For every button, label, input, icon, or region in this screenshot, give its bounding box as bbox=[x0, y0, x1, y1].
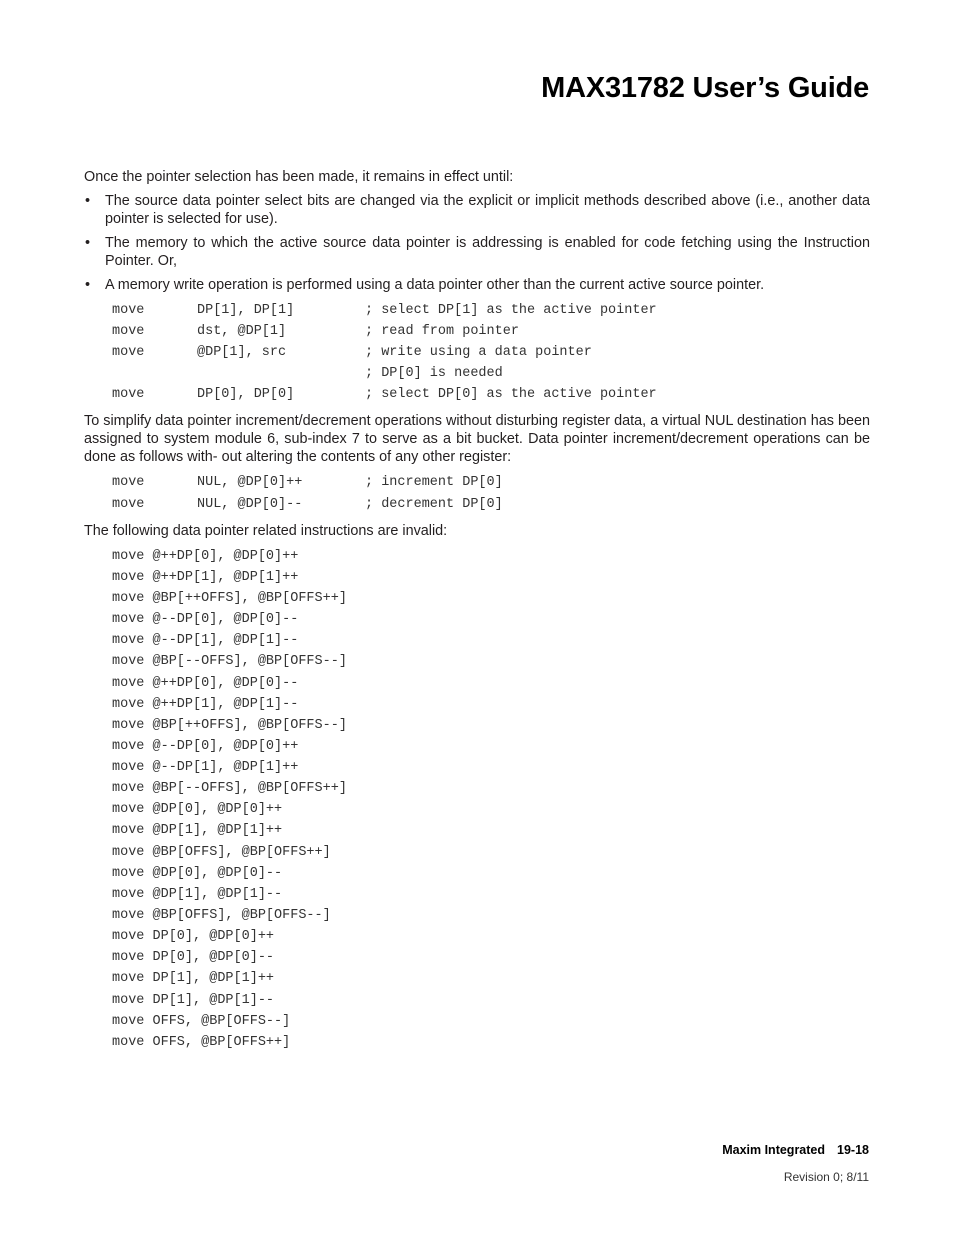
code-operands: dst, @DP[1] bbox=[197, 324, 287, 340]
code-line: move OFFS, @BP[OFFS--] bbox=[112, 1013, 291, 1029]
code-line: move @DP[0], @DP[0]-- bbox=[112, 865, 283, 881]
code-line: move @BP[OFFS], @BP[OFFS++] bbox=[112, 844, 331, 860]
code-line: move @--DP[0], @DP[0]-- bbox=[112, 612, 299, 628]
code-line: move @BP[++OFFS], @BP[OFFS--] bbox=[112, 717, 347, 733]
code-line: move DP[0], @DP[0]++ bbox=[112, 929, 275, 945]
list-item-text: The memory to which the active source data pointer is addressing is enabled for code fetching using the Instruction Pointer. Or, bbox=[105, 235, 870, 269]
code-line bbox=[112, 472, 870, 493]
bullet-icon: • bbox=[85, 193, 91, 209]
code-line bbox=[112, 363, 870, 384]
code-comment: ; select DP[0] as the active pointer bbox=[365, 387, 657, 403]
code-line: move DP[1], @DP[1]-- bbox=[112, 992, 275, 1008]
bullet-icon: • bbox=[85, 277, 91, 293]
code-block-increment bbox=[112, 472, 870, 514]
code-line: move @BP[OFFS], @BP[OFFS--] bbox=[112, 908, 331, 924]
code-comment: ; write using a data pointer bbox=[365, 345, 592, 361]
code-line: move @++DP[1], @DP[1]-- bbox=[112, 696, 299, 712]
code-line bbox=[112, 342, 870, 363]
code-block-select-pointer bbox=[112, 300, 870, 405]
list-item-text: A memory write operation is performed using a data pointer other than the current active source pointer. bbox=[105, 277, 765, 293]
code-comment: ; decrement DP[0] bbox=[365, 496, 503, 512]
code-operands: DP[0], DP[0] bbox=[197, 387, 295, 403]
code-operands: DP[1], DP[1] bbox=[197, 303, 295, 318]
page-footer bbox=[722, 1143, 869, 1157]
company-name: Maxim Integrated bbox=[722, 1143, 826, 1157]
bullet-icon: • bbox=[85, 235, 91, 251]
code-line: move @--DP[0], @DP[0]++ bbox=[112, 738, 299, 754]
code-opcode: move bbox=[112, 345, 145, 361]
code-line: move @BP[++OFFS], @BP[OFFS++] bbox=[112, 590, 347, 606]
invalid-instructions-intro: The following data pointer related instructions are invalid: bbox=[84, 522, 448, 539]
condition-list bbox=[84, 192, 870, 294]
nul-destination-paragraph: To simplify data pointer increment/decrement operations without disturbing register data, a virtual NUL destination has been assigned to system module 6, sub-index 7 to serve as a bit bucket. Data pointer increment/decrement operations can be done as follows with- out altering the contents of any other register: bbox=[84, 413, 870, 466]
code-line: move @DP[0], @DP[0]++ bbox=[112, 802, 283, 818]
intro-paragraph: Once the pointer selection has been made, it remains in effect until: bbox=[84, 169, 514, 185]
code-line: move @DP[1], @DP[1]++ bbox=[112, 823, 283, 839]
code-opcode: move bbox=[112, 496, 145, 512]
code-line: move @--DP[1], @DP[1]++ bbox=[112, 760, 299, 776]
code-line: move @BP[--OFFS], @BP[OFFS--] bbox=[112, 654, 347, 670]
code-line: move @++DP[0], @DP[0]++ bbox=[112, 548, 299, 564]
code-line: move @--DP[1], @DP[1]-- bbox=[112, 633, 299, 649]
page-content bbox=[84, 168, 870, 1053]
code-opcode: move bbox=[112, 303, 145, 318]
code-operands: @DP[1], src bbox=[197, 345, 287, 361]
code-operands: NUL, @DP[0]++ bbox=[197, 475, 303, 491]
list-item bbox=[84, 276, 870, 294]
code-line bbox=[112, 494, 870, 515]
code-line: move DP[1], @DP[1]++ bbox=[112, 971, 275, 987]
code-comment: ; increment DP[0] bbox=[365, 475, 503, 491]
code-opcode bbox=[112, 363, 197, 384]
code-opcode: move bbox=[112, 324, 145, 340]
code-line: move @++DP[1], @DP[1]++ bbox=[112, 569, 299, 585]
page-title: MAX31782 User’s Guide bbox=[541, 72, 869, 104]
code-line: move @++DP[0], @DP[0]-- bbox=[112, 675, 299, 691]
code-comment: ; DP[0] is needed bbox=[365, 366, 503, 382]
page-number: 19-18 bbox=[837, 1143, 869, 1157]
code-comment: ; read from pointer bbox=[365, 324, 519, 340]
code-line: move @BP[--OFFS], @BP[OFFS++] bbox=[112, 781, 347, 797]
code-line: move @DP[1], @DP[1]-- bbox=[112, 886, 283, 902]
code-operands: NUL, @DP[0]-- bbox=[197, 496, 303, 512]
list-item-text: The source data pointer select bits are changed via the explicit or implicit methods described above (i.e., another data pointer is selected for use). bbox=[105, 193, 870, 227]
code-opcode: move bbox=[112, 387, 145, 403]
code-comment: ; select DP[1] as the active pointer bbox=[365, 303, 657, 318]
code-line bbox=[112, 321, 870, 342]
list-item bbox=[84, 234, 870, 270]
revision-label: Revision 0; 8/11 bbox=[783, 1170, 869, 1184]
invalid-instructions-code bbox=[112, 546, 870, 1053]
code-opcode: move bbox=[112, 475, 145, 491]
code-line: move OFFS, @BP[OFFS++] bbox=[112, 1034, 291, 1050]
code-line bbox=[112, 384, 870, 405]
code-line bbox=[112, 300, 870, 321]
code-line: move DP[0], @DP[0]-- bbox=[112, 950, 275, 966]
code-operands bbox=[197, 363, 365, 384]
list-item bbox=[84, 192, 870, 228]
